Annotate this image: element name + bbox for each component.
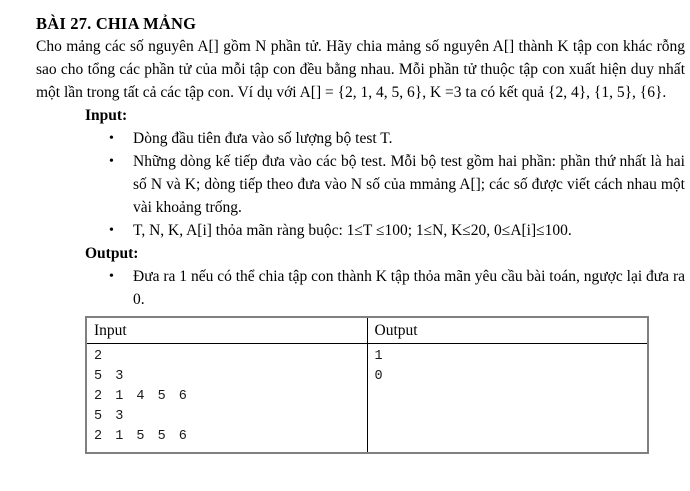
page-title: BÀI 27. CHIA MẢNG <box>36 14 197 33</box>
table-header-row <box>86 317 648 344</box>
output-cell <box>367 344 648 454</box>
list-item <box>109 150 685 219</box>
example-table <box>85 316 649 454</box>
bullet-text: T, N, K, A[i] thỏa mãn ràng buộc: 1≤T ≤100; 1≤N, K≤20, 0≤A[i]≤100. <box>133 222 572 239</box>
code-line: 2 1 5 5 6 <box>94 429 187 444</box>
input-heading: Input: <box>85 107 128 124</box>
bullet-icon: • <box>109 154 114 169</box>
output-bullet-list <box>0 265 690 311</box>
list-item <box>109 219 685 242</box>
code-line: 2 <box>94 349 103 364</box>
code-line: 5 3 <box>94 409 124 424</box>
bullet-text: Đưa ra 1 nếu có thể chia tập con thành K tập thỏa mãn yêu cầu bài toán, ngược lại đưa ra 0. <box>133 268 685 308</box>
input-column-header: Input <box>86 317 367 344</box>
output-heading: Output: <box>85 245 139 262</box>
code-line: 1 <box>374 349 383 364</box>
bullet-text: Dòng đầu tiên đưa vào số lượng bộ test T. <box>133 130 393 147</box>
input-cell <box>86 344 367 454</box>
list-item <box>109 127 685 150</box>
output-column-header: Output <box>367 317 648 344</box>
code-line: 5 3 <box>94 369 124 384</box>
bullet-icon: • <box>109 269 114 284</box>
problem-statement: Cho mảng các số nguyên A[] gồm N phần tử. Hãy chia mảng số nguyên A[] thành K tập con khác rỗng sao cho tổng các phần tử của mỗi tập con đều bằng nhau. Mỗi phần tử thuộc tập con xuất hiện duy nhất một lần trong tất cả các tập con. Ví dụ với A[] = {2, 1, 4, 5, 6}, K =3 ta có kết quả {2, 4}, {1, 5}, {6}. <box>36 38 685 101</box>
bullet-text: Những dòng kế tiếp đưa vào các bộ test. Mỗi bộ test gồm hai phần: phần thứ nhất là hai số N và K; dòng tiếp theo đưa vào N số của mmảng A[]; các số được viết cách nhau một vài khoảng trống. <box>133 153 685 216</box>
input-bullet-list <box>0 127 690 242</box>
code-line: 0 <box>374 369 383 384</box>
bullet-icon: • <box>109 223 114 238</box>
list-item <box>109 265 685 311</box>
bullet-icon: • <box>109 131 114 146</box>
example-table-container <box>85 316 690 454</box>
table-body-row <box>86 344 648 454</box>
code-line: 2 1 4 5 6 <box>94 389 187 404</box>
